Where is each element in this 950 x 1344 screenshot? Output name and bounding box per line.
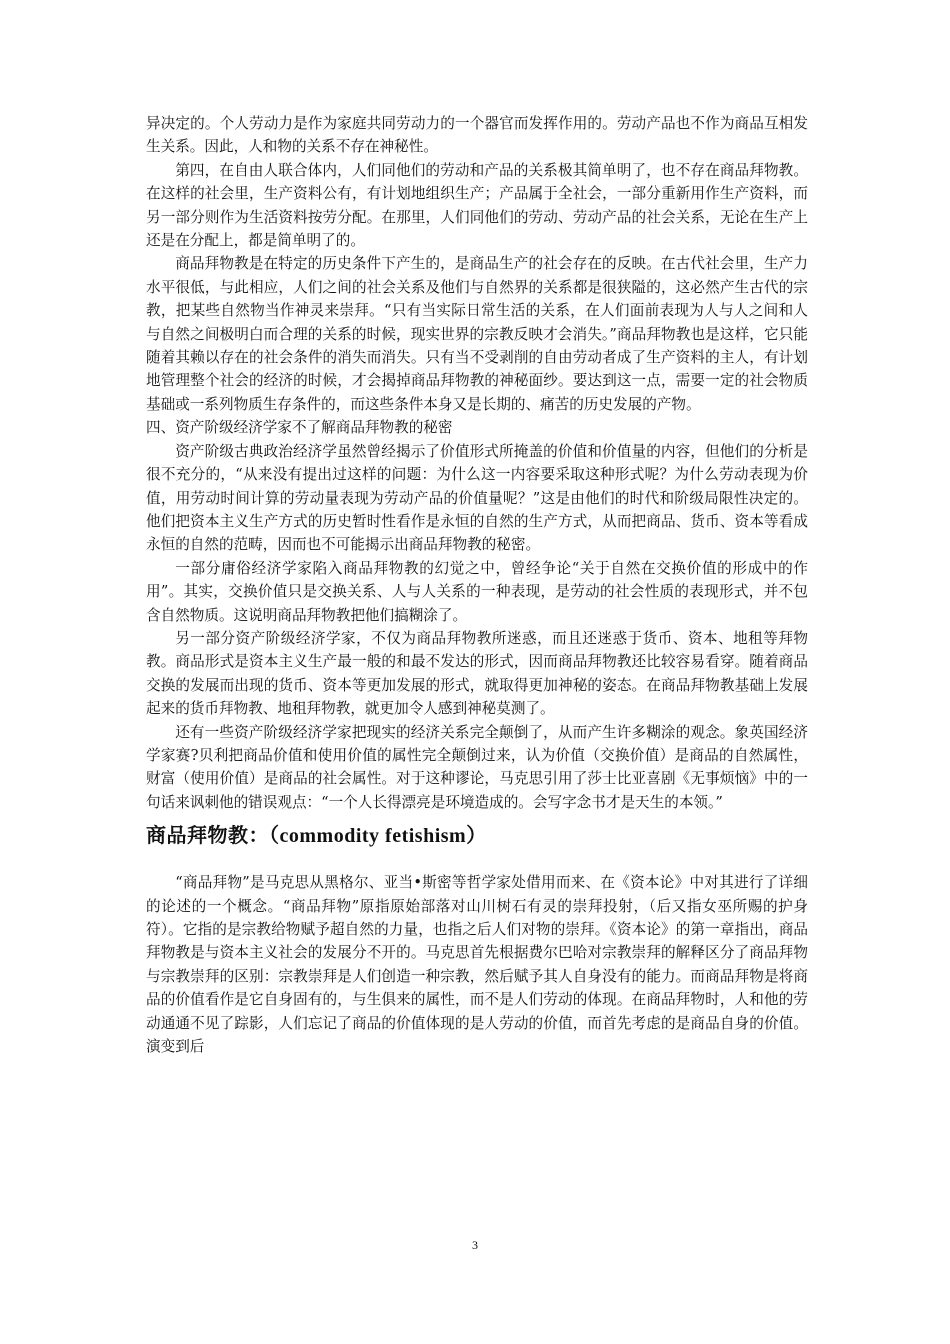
paragraph-p1: 异决定的。个人劳动力是作为家庭共同劳动力的一个器官而发挥作用的。劳动产品也不作为商品互相发生关系。因此，人和物的关系不存在神秘性。 [146,115,808,156]
paragraph-p4: 资产阶级古典政治经济学虽然曾经揭示了价值形式所掩盖的价值和价值量的内容，但他们的分析是很不充分的，“从来没有提出过这样的问题：为什么这一内容要采取这种形式呢？为什么劳动表现为价值，用劳动时间计算的劳动量表现为劳动产品的价值量呢？”这是由他们的时代和阶级局限性决定的。他们把资本主义生产方式的历史暂时性看作是永恒的自然的生产方式，从而把商品、货币、资本等看成永恒的自然的范畴，因而也不可能揭示出商品拜物教的秘密。 [146,442,808,554]
section-title-close: ） [466,823,487,848]
paragraph-p5: 一部分庸俗经济学家陷入商品拜物教的幻觉之中，曾经争论“关于自然在交换价值的形成中的作用”。其实，交换价值只是交换关系、人与人关系的一种表现，是劳动的社会性质的表现形式，并不包含自然物质。这说明商品拜物教把他们搞糊涂了。 [146,559,808,624]
paragraph-p8: “商品拜物”是马克思从黑格尔、亚当•斯密等哲学家处借用而来、在《资本论》中对其进行了详细的论述的一个概念。“商品拜物”原指原始部落对山川树石有灵的崇拜投射，（后又指女巫所赐的护身符）。它指的是宗教给物赋予超自然的力量，也指之后人们对物的崇拜。《资本论》的第一章指出，商品拜物教是与资本主义社会的发展分不开的。马克思首先根据费尔巴哈对宗教崇拜的解释区分了商品拜物与宗教崇拜的区别：宗教崇拜是人们创造一种宗教，然后赋予其人自身没有的能力。而商品拜物是将商品的价值看作是它自身固有的，与生俱来的属性，而不是人们劳动的体现。在商品拜物时，人和他的劳动通通不见了踪影，人们忘记了商品的价值体现的是人劳动的价值，而首先考虑的是商品自身的价值。演变到后 [146,874,808,1056]
paragraph-p6: 另一部分资产阶级经济学家，不仅为商品拜物教所迷惑，而且还迷惑于货币、资本、地租等拜物教。商品形式是资本主义生产最一般的和最不发达的形式，因而商品拜物教还比较容易看穿。随着商品交换的发展而出现的货币、资本等更加发展的形式，就取得更加神秘的姿态。在商品拜物教基础上发展起来的货币拜物教、地租拜物教，就更加令人感到神秘莫测了。 [146,629,808,718]
paragraph-p7: 还有一些资产阶级经济学家把现实的经济关系完全颠倒了，从而产生许多糊涂的观念。象英国经济学家赛?贝利把商品价值和使用价值的属性完全颠倒过来，认为价值（交换价值）是商品的自然属性，财富（使用价值）是商品的社会属性。对于这种谬论，马克思引用了莎士比亚喜剧《无事烦恼》中的一句话来讽刺他的错误观点：“一个人长得漂亮是环境造成的。会写字念书才是天生的本领。” [146,723,808,811]
paragraph-p2: 第四，在自由人联合体内，人们同他们的劳动和产品的关系极其简单明了，也不存在商品拜物教。在这样的社会里，生产资料公有，有计划地组织生产；产品属于全社会，一部分重新用作生产资料，而另一部分则作为生活资料按劳分配。在那里，人们同他们的劳动、劳动产品的社会关系，无论在生产上还是在分配上，都是简单明了的。 [146,161,808,250]
page-number: 3 [472,1238,478,1252]
section-title [146,820,808,851]
section-title-en: commodity fetishism [279,825,467,848]
section-title-cn: 商品拜物教：（ [146,823,280,848]
paragraph-p3: 商品拜物教是在特定的历史条件下产生的，是商品生产的社会存在的反映。在古代社会里，生产力水平很低，与此相应，人们之间的社会关系及他们与自然界的关系都是很狭隘的，这必然产生古代的宗教，把某些自然物当作神灵来崇拜。“只有当实际日常生活的关系，在人们面前表现为人与人之间和人与自然之间极明白而合理的关系的时候，现实世界的宗教反映才会消失。”商品拜物教也是这样，它只能随着其赖以存在的社会条件的消失而消失。只有当不受剥削的自由劳动者成了生产资料的主人，有计划地管理整个社会的经济的时候，才会揭掉商品拜物教的神秘面纱。要达到这一点，需要一定的社会物质基础或一系列物质生存条件的，而这些条件本身又是长期的、痛苦的历史发展的产物。 [146,255,808,413]
section-heading-four: 四、资产阶级经济学家不了解商品拜物教的秘密 [146,419,453,437]
page-content [146,112,808,1058]
